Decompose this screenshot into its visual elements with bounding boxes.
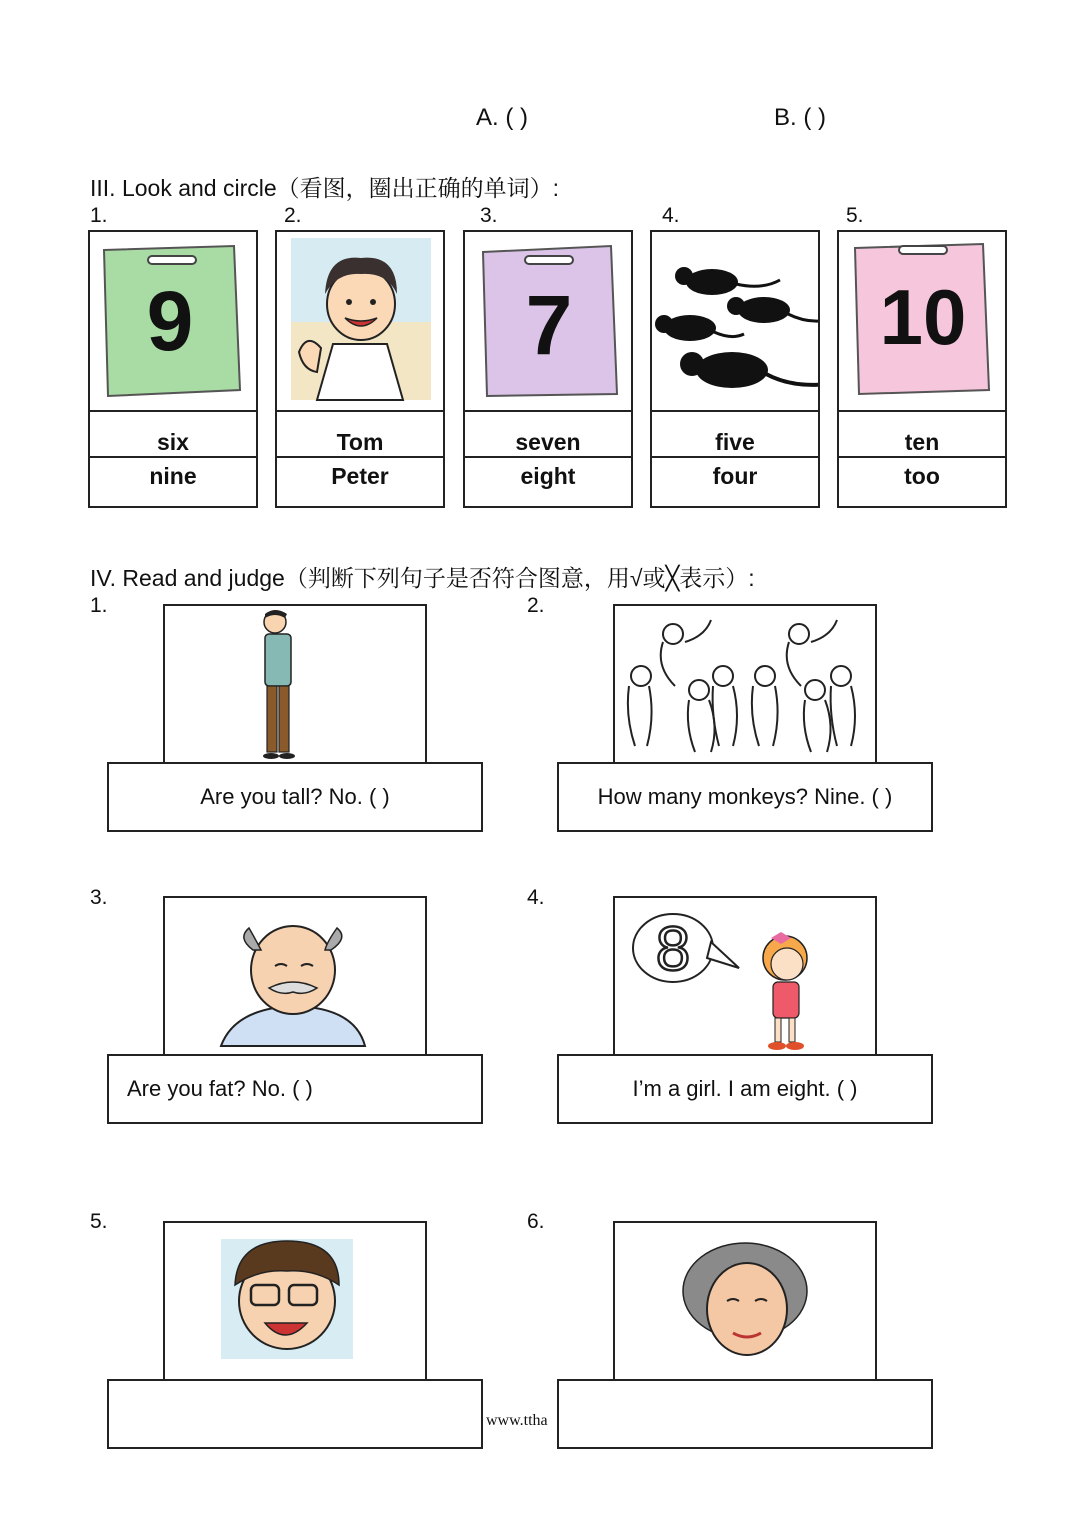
word-option[interactable]: ten <box>839 420 1005 458</box>
item-number: 2. <box>527 594 545 617</box>
number-card-icon <box>465 232 631 412</box>
tall-man-icon <box>163 604 427 764</box>
boy-portrait-icon <box>277 232 443 412</box>
item-number: 3. <box>480 204 498 227</box>
number-card-icon <box>90 232 256 412</box>
judge-sentence: Are you fat? No. ( ) <box>127 1076 313 1101</box>
item-number: 5. <box>90 1210 108 1233</box>
word-option[interactable]: too <box>904 463 940 489</box>
item-number: 4. <box>527 886 545 909</box>
judge-sentence: I’m a girl. I am eight. ( ) <box>632 1076 858 1101</box>
word-card-4 <box>650 230 820 508</box>
number-card-icon <box>839 232 1005 412</box>
judge-sentence-box[interactable] <box>107 1379 483 1449</box>
word-card-5 <box>837 230 1007 508</box>
word-card-2 <box>275 230 445 508</box>
word-option[interactable]: six <box>90 420 256 458</box>
item-number: 1. <box>90 204 108 227</box>
judge-sentence-box[interactable] <box>107 762 483 832</box>
rats-silhouette-icon <box>652 232 818 412</box>
word-option[interactable]: Tom <box>277 420 443 458</box>
old-man-icon <box>163 896 427 1056</box>
judge-sentence-box[interactable] <box>107 1054 483 1124</box>
speech-bubble-number: 8 <box>655 915 691 984</box>
item-number: 2. <box>284 204 302 227</box>
item-number: 5. <box>846 204 864 227</box>
card-number: 9 <box>146 274 194 368</box>
judge-sentence-box[interactable] <box>557 762 933 832</box>
item-number: 6. <box>527 1210 545 1233</box>
judge-sentence: Are you tall? No. ( ) <box>200 784 390 809</box>
item-number: 1. <box>90 594 108 617</box>
boy-glasses-icon <box>163 1221 427 1381</box>
card-number: 7 <box>525 278 573 372</box>
word-option[interactable]: seven <box>465 420 631 458</box>
grandma-icon <box>613 1221 877 1381</box>
word-option[interactable]: nine <box>149 463 197 489</box>
word-option[interactable]: eight <box>520 463 576 489</box>
item-number: 4. <box>662 204 680 227</box>
monkeys-icon <box>613 604 877 764</box>
word-option[interactable]: four <box>712 463 758 489</box>
judge-sentence-box[interactable] <box>557 1379 933 1449</box>
section-4-title: IV. Read and judge（判断下列句子是否符合图意，用√或╳表示）: <box>90 565 755 591</box>
choice-a: A. ( ) <box>476 104 528 131</box>
word-card-1 <box>88 230 258 508</box>
word-card-3 <box>463 230 633 508</box>
footer-watermark: www.ttha <box>486 1412 548 1429</box>
section-3-title: III. Look and circle（看图，圈出正确的单词）: <box>90 175 560 201</box>
girl-eight-icon <box>613 896 877 1056</box>
word-option[interactable]: Peter <box>331 463 389 489</box>
item-number: 3. <box>90 886 108 909</box>
judge-sentence: How many monkeys? Nine. ( ) <box>597 784 893 809</box>
judge-sentence-box[interactable] <box>557 1054 933 1124</box>
word-option[interactable]: five <box>652 420 818 458</box>
card-number: 10 <box>879 273 967 361</box>
choice-b: B. ( ) <box>774 104 826 131</box>
